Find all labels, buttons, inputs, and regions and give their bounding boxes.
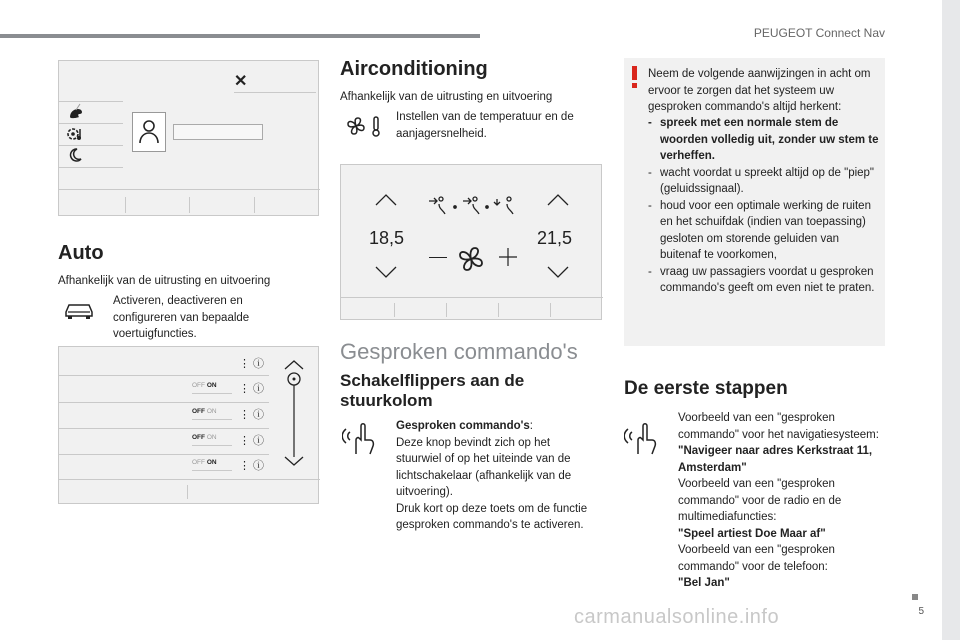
first-steps-title: De eerste stappen — [624, 378, 788, 399]
close-icon: ✕ — [234, 73, 248, 90]
plus-icon — [499, 248, 517, 271]
info-icon: ⋮ ⓘ — [239, 460, 265, 472]
voice-text-body: Deze knop bevindt zich op het stuurwiel of op het uiteinde van de lichtschakelaar (afhankelijk van de uitvoering). — [396, 436, 572, 498]
notes-list — [646, 115, 882, 297]
settings-music-icon — [65, 125, 87, 148]
climate-icon — [344, 114, 384, 143]
temperature-left: 18,5 — [369, 228, 405, 248]
first-steps-text: Voorbeeld van een "gesproken commando" voor het navigatiesysteem: "Navigeer naar adres Kerkstraat 11, Amsterdam" Voorbeeld van een "gesproken commando" voor de radio en de multimediafuncties: "Speel artiest Doe Maar af" Voorbeeld van een "gesproken commando" voor de telefoon: "Bel Jan" — [678, 412, 879, 589]
toggle-switch-4: OFF ON — [192, 459, 217, 466]
list-item: - vraag uw passagiers voordat u gesproken commando's geeft om even niet te praten. — [646, 264, 882, 297]
airco-title: Airconditioning — [340, 58, 488, 80]
auto-description: Activeren, deactiveren en configureren van bepaalde voertuigfuncties. — [113, 295, 250, 340]
auto-subtitle: Afhankelijk van de uitrusting en uitvoering — [58, 275, 271, 287]
voice-label: Gesproken commando's — [396, 420, 530, 432]
vehicle-functions-screen-illustration — [58, 346, 319, 504]
fan-icon — [455, 243, 487, 280]
scrollbar-illustration — [281, 357, 307, 474]
settings-screen-illustration — [58, 60, 319, 216]
car-icon — [62, 298, 96, 325]
profile-field — [173, 124, 263, 140]
side-strip — [942, 0, 960, 640]
temperature-right: 21,5 — [537, 228, 573, 248]
warning-icon — [632, 66, 637, 80]
chapter-marker — [912, 594, 918, 600]
profile-button-illustration — [132, 112, 166, 152]
airco-subtitle: Afhankelijk van de uitrusting en uitvoering — [340, 91, 553, 103]
watermark: carmanualsonline.info — [574, 606, 780, 628]
list-item: - wacht voordat u spreekt altijd op de "piep" (geluidssignaal). — [646, 165, 882, 198]
page-number: 5 — [918, 606, 924, 617]
toggle-switch-2: OFF ON — [192, 408, 217, 415]
chevron-down-icon — [547, 265, 569, 283]
chevron-down-icon — [375, 265, 397, 283]
info-icon: ⋮ ⓘ — [239, 435, 265, 447]
toggle-switch-1: OFF ON — [192, 382, 217, 389]
voice-text-body-2: Druk kort op deze toets om de functie gesproken commando's te activeren. — [396, 502, 588, 531]
voice-title: Gesproken commando's — [340, 339, 578, 364]
minus-icon — [429, 257, 447, 258]
airco-description: Instellen van de temperatuur en de aanjagersnelheid. — [396, 111, 574, 140]
voice-subtitle: Schakelflippers aan de stuurkolom — [340, 371, 525, 410]
voice-text: Gesproken commando's: Deze knop bevindt zich op het stuurwiel of op het uiteinde van de lichtschakelaar (afhankelijk van de uitvoering). Druk kort op deze toets om de functie gesproken commando's te activeren. — [396, 420, 588, 531]
chevron-up-icon — [375, 193, 397, 211]
list-item: - spreek met een normale stem de woorden volledig uit, zonder uw stem te verheffen. — [646, 115, 882, 165]
climate-screen-illustration — [340, 164, 602, 320]
palette-icon — [67, 103, 85, 126]
notes-intro: Neem de volgende aanwijzingen in acht om ervoor te zorgen dat het systeem uw gesproken commando's altijd herkent: — [648, 68, 871, 113]
auto-title: Auto — [58, 242, 104, 264]
warning-icon-dot — [632, 83, 637, 88]
voice-command-icon — [624, 420, 660, 461]
air-distribution-icons — [427, 195, 521, 220]
voice-command-icon — [342, 420, 378, 461]
toggle-switch-3: OFF ON — [192, 434, 217, 441]
list-item: - houd voor een optimale werking de ruiten en het schuifdak (indien van toepassing) gesloten om storende geluiden van buitenaf te voorkomen, — [646, 198, 882, 264]
header-bar — [0, 34, 480, 38]
header-title: PEUGEOT Connect Nav — [753, 26, 885, 40]
info-icon: ⋮ ⓘ — [239, 358, 265, 370]
moon-icon — [67, 147, 83, 168]
chevron-up-icon — [547, 193, 569, 211]
info-icon: ⋮ ⓘ — [239, 409, 265, 421]
notes-box — [624, 58, 885, 346]
info-icon: ⋮ ⓘ — [239, 383, 265, 395]
